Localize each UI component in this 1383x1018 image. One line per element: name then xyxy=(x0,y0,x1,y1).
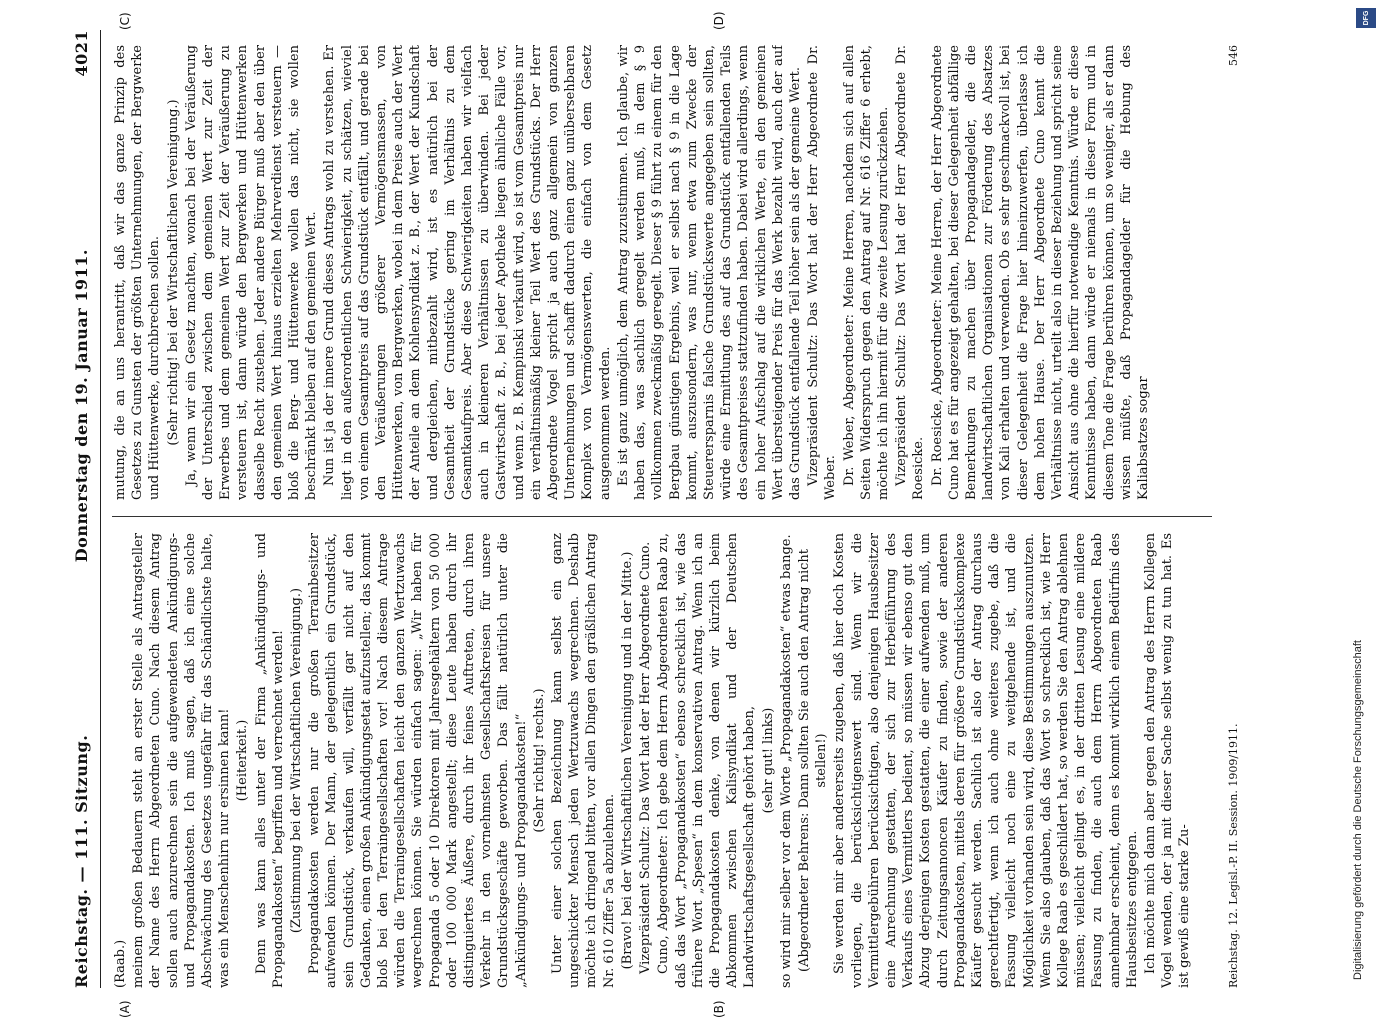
paragraph: Ich möchte mich dann aber gegen den Antrag des Herrn Kollegen Vogel wenden, der ja mit dieser Sache selbst wenig zu tun hat. Es ist gewiß eine starke Zu- xyxy=(1142,533,1193,988)
margin-mark-d: (D) xyxy=(712,11,726,30)
paragraph: (Zustimmung bei der Wirtschaftlichen Vereinigung.) xyxy=(289,587,305,934)
paragraph: Denn was kann alles unter der Firma „Ankündigungs- und Propagandakosten“ begriffen und verrechnet werden! xyxy=(253,533,286,988)
digitization-note: Digitalisierung gefördert durch die Deutsche Forschungsgemeinschaft xyxy=(1352,640,1364,980)
paragraph: (Sehr richtig! bei der Wirtschaftlichen Vereinigung.) xyxy=(165,99,181,446)
paragraph: Nun ist ja der innere Grund dieses Antrags wohl zu verstehen. Er liegt in den außerordentlichen Schwierigkeit, zu schätzen, wieviel von einem Gesamtpreis auf das Grundstück entfällt, und gerade bei den Veräußerungen größerer Vermögensmassen, von Hüttenwerken, von Bergwerken, wobei in dem Preise auch der Wert der Anteile an dem Kohlensyndikat z. B., der Wert der Kundschaft und dergleichen, mitbezahlt wird, ist es natürlich bei der Gesamtheit der Grundstücke gering im Verhältnis zu dem Gesamtkaufpreis. Aber diese Schwierigkeiten haben wir vielfach auch in kleineren Verhältnissen zu überwinden. Bei jeder Gastwirtschaft z. B., bei jeder Apotheke liegen ähnliche Fälle vor, und wenn z. B. Kempinski verkauft wird, so ist vom Gesamtpreis nur ein verhältnismäßig kleiner Teil Wert des Grundstücks. Der Herr Abgeordnete Vogel spricht ja auch ganz allgemein von ganzen Unternehmungen und schafft dadurch einen ganz unübersehbaren Komplex von Vermögenswerten, die einfach von dem Gesetz ausgenommen werden. xyxy=(322,45,613,500)
paragraph: Dr. Weber, Abgeordneter: Meine Herren, nachdem sich auf allen Seiten Widerspruch gegen den Antrag auf Nr. 616 Ziffer 6 erhebt, möchte ich ihn hiermit für die zweite Lesung zurückziehen. xyxy=(841,45,891,500)
footer-session: Reichstag. 12. Legisl.-P. II. Session. 1909/1911. xyxy=(1227,723,1240,988)
paragraph: meinem großen Bedauern steht an erster Stelle als Antragsteller der Name des Herrn Abgeordneten Cuno. Nach diesem Antrag sollen auch anzurechnen sein die aufgewendeten Ankündigungs- und Propagandakosten. Ich muß sagen, daß ich eine solche Abschwächung des Gesetzes ungefähr für das Schändlichste halte, was ein Menschenhirn nur ersinnen kann! xyxy=(131,533,233,988)
document-page xyxy=(72,11,1252,1018)
paragraph: Es ist ganz unmöglich, dem Antrag zuzustimmen. Ich glaube, wir haben das, was sachlich geregelt werden muß, in dem § 9 vollkommen zweckmäßig geregelt. Dieser § 9 führt zu einem für den Bergbau günstigen Ergebnis, weil er selbst nach § 9 in die Lage kommt, auszusondern, was nur, wenn etwa zum Zwecke der Steuerersparnis falsche Grundstückswerte angegeben sein sollten, würde eine Ermittlung des auf das Grundstück entfallenden Teils des Gesamtpreises stattzufinden haben. Dabei wird allerdings, wenn ein hoher Aufschlag auf die wirklichen Werte, ein den gemeinen Wert übersteigender Preis für das Werk bezahlt wird, auch der auf das Grundstück entfallende Teil höher sein als der gemeine Wert. xyxy=(615,45,803,500)
paragraph: so wird mir selber vor dem Worte „Propagandakosten“ etwas bange. xyxy=(778,534,794,988)
paragraph: (sehr gut! links) xyxy=(760,707,776,814)
paragraph: Ja, wenn wir ein Gesetz machten, wonach bei der Veräußerung der Unterschied zwischen dem gemeinen Wert zur Zeit der Erwerbes und dem gemeinen Wert zur Zeit der Veräußerung zu versteuern ist, dann würde den Bergwerken und Hüttenwerken dasselbe Recht zustehen. Jeder andere Bürger muß aber den über den gemeinen Wert hinaus erzielten Mehrverdienst versteuern — bloß die Berg- und Hüttenwerke wollen das nicht, sie wollen beschränkt bleiben auf den gemeinen Wert. xyxy=(183,45,320,500)
paragraph: (Abgeordneter Behrens: Dann sollten Sie auch den Antrag nicht stellen!) xyxy=(796,549,830,972)
paragraph: mutung, die an uns herantritt, daß wir das ganze Prinzip des Gesetzes zu Gunsten der größten Unternehmungen, der Bergwerke und Hüttenwerke, durchbrechen sollen. xyxy=(113,45,163,500)
dfg-logo: DFG xyxy=(1356,8,1376,28)
paragraph: Propagandakosten werden nur die großen Terrainbesitzer aufwenden können. Der Mann, der gelegentlich ein Grundstück, sein Grundstück, verkaufen will, verfällt gar nicht auf den Gedanken, einen großen Ankündigungsetat aufzustellen; das kommt bloß bei den Terraingesellschaften vor! Nach diesem Antrage würden die Terraingesellschaften leicht den ganzen Wertzuwachs wegrechnen können. Sie würden einfach sagen: „Wir haben für Propaganda 5 oder 10 Direktoren mit Jahresgehältern von 50 000 oder 100 000 Mark angestellt; diese Leute haben durch ihr distinguiertes Äußere, durch ihr feines Auftreten, durch ihren Verkehr in den vornehmsten Gesellschaftskreisen für unsere Grundstücksgeschäfte geworben. Das fällt natürlich unter die „Ankündigungs- und Propagandakosten!“ xyxy=(307,533,529,988)
margin-mark-c: (C) xyxy=(118,12,132,30)
footer-sheet-number: 546 xyxy=(1227,45,1240,66)
paragraph: Dr. Roesicke, Abgeordneter: Meine Herren, der Herr Abgeordnete Cuno hat es für angezeigt gehalten, bei dieser Gelegenheit abfällige Bemerkungen zu machen über Propagandagelder, die die landwirtschaftlichen Organisationen zur Förderung des Absatzes von Kali erhalten und verwenden. Ob es sehr geschmackvoll ist, bei dieser Gelegenheit die Frage hier hineinzuwerfen, überlasse ich dem hohen Hause. Der Herr Abgeordnete Cuno kennt die Verhältnisse nicht, urteilt also in dieser Beziehung und spricht seine Ansicht aus ohne die hierfür notwendige Kenntnis. Würde er diese Kenntnisse haben, dann würde er niemals in dieser Form und in diesem Tone die Frage berühren können, um so weniger, als er dann wissen müßte, daß Propagandagelder für die Hebung des Kaliabsatzes sogar xyxy=(929,45,1151,500)
margin-mark-a: (A) xyxy=(118,1000,132,1018)
paragraph: Sie werden mir aber andererseits zugeben, daß hier doch Kosten vorliegen, die berücksichtigenswert sind. Wenn wir die Vermittlergebühren berücksichtigen, also denjenigen Hausbesitzer eine Anrechnung gestatten, der sich zur Herbeiführung des Verkaufs eines Vermittlers bedient, so müssen wir ebenso gut den Abzug derjenigen Kosten gestatten, die einer aufwenden muß, um durch Zeitungsannoncen Käufer zu finden, sowie der anderen Propagandakosten, mittels deren für größere Grundstückskomplexe Käufer gesucht werden. Sachlich ist also der Antrag durchaus gerechtfertigt, wenn ich auch ohne weiteres zugebe, daß die Fassung vielleicht noch eine zu weitgehende ist, und die Möglichkeit vorhanden sein wird, diese Bestimmungen auszunutzen. Wenn Sie also glauben, daß das Wort so schrecklich ist, wie Herr Kollege Raab es geschildert hat, so werden Sie den Antrag ablehnen müssen; vielleicht gelingt es, in der dritten Lesung eine mildere Fassung zu finden, die auch dem Herrn Abgeordneten Raab annehmbar erscheint, denn es kommt wirklich einem Bedürfnis des Hausbesitzes entgegen. xyxy=(832,533,1140,988)
margin-mark-b: (B) xyxy=(712,1000,726,1018)
paragraph: Cuno, Abgeordneter: Ich gebe dem Herrn Abgeordneten Raab zu, daß das Wort „Propagandakosten“ ebenso schrecklich ist, wie das frühere Wort „Spesen“ in dem konservativen Antrag. Wenn ich an die Propagandakosten denke, von denen wir kürzlich beim Abkommen zwischen Kalisyndikat und der Deutschen Landwirtschaftsgesellschaft gehört haben, xyxy=(656,533,758,988)
paragraph: (Heiterkeit.) xyxy=(235,719,251,802)
column-divider xyxy=(112,516,1212,517)
page-number: 4021 xyxy=(72,30,91,77)
right-column xyxy=(112,45,1222,500)
paragraph: (Bravo! bei der Wirtschaftlichen Vereinigung und in der Mitte.) xyxy=(619,551,635,970)
paragraph: Vizepräsident Schultz: Das Wort hat der Herr Abgeordnete Cuno. xyxy=(638,541,654,974)
paragraph: (Raab.) xyxy=(113,939,128,988)
paragraph: Vizepräsident Schultz: Das Wort hat der Herr Abgeordnete Dr. Weber. xyxy=(806,45,839,500)
running-header xyxy=(72,30,101,988)
header-date: Donnerstag den 19. Januar 1911. xyxy=(72,249,91,563)
left-column xyxy=(112,533,1222,988)
paragraph: (Sehr richtig! rechts.) xyxy=(531,688,547,833)
paragraph: Vizepräsident Schultz: Das Wort hat der Herr Abgeordnete Dr. Roesicke. xyxy=(894,45,927,500)
paragraph: Unter einer solchen Bezeichnung kann selbst ein ganz ungeschickter Mensch jeden Wertzuwachs wegrechnen. Deshalb möchte ich dringend bitten, vor allen Dingen den gräßlichen Antrag Nr. 610 Ziffer 5a abzulehnen. xyxy=(550,533,617,988)
header-left: Reichstag. — 111. Sitzung. xyxy=(72,734,91,988)
